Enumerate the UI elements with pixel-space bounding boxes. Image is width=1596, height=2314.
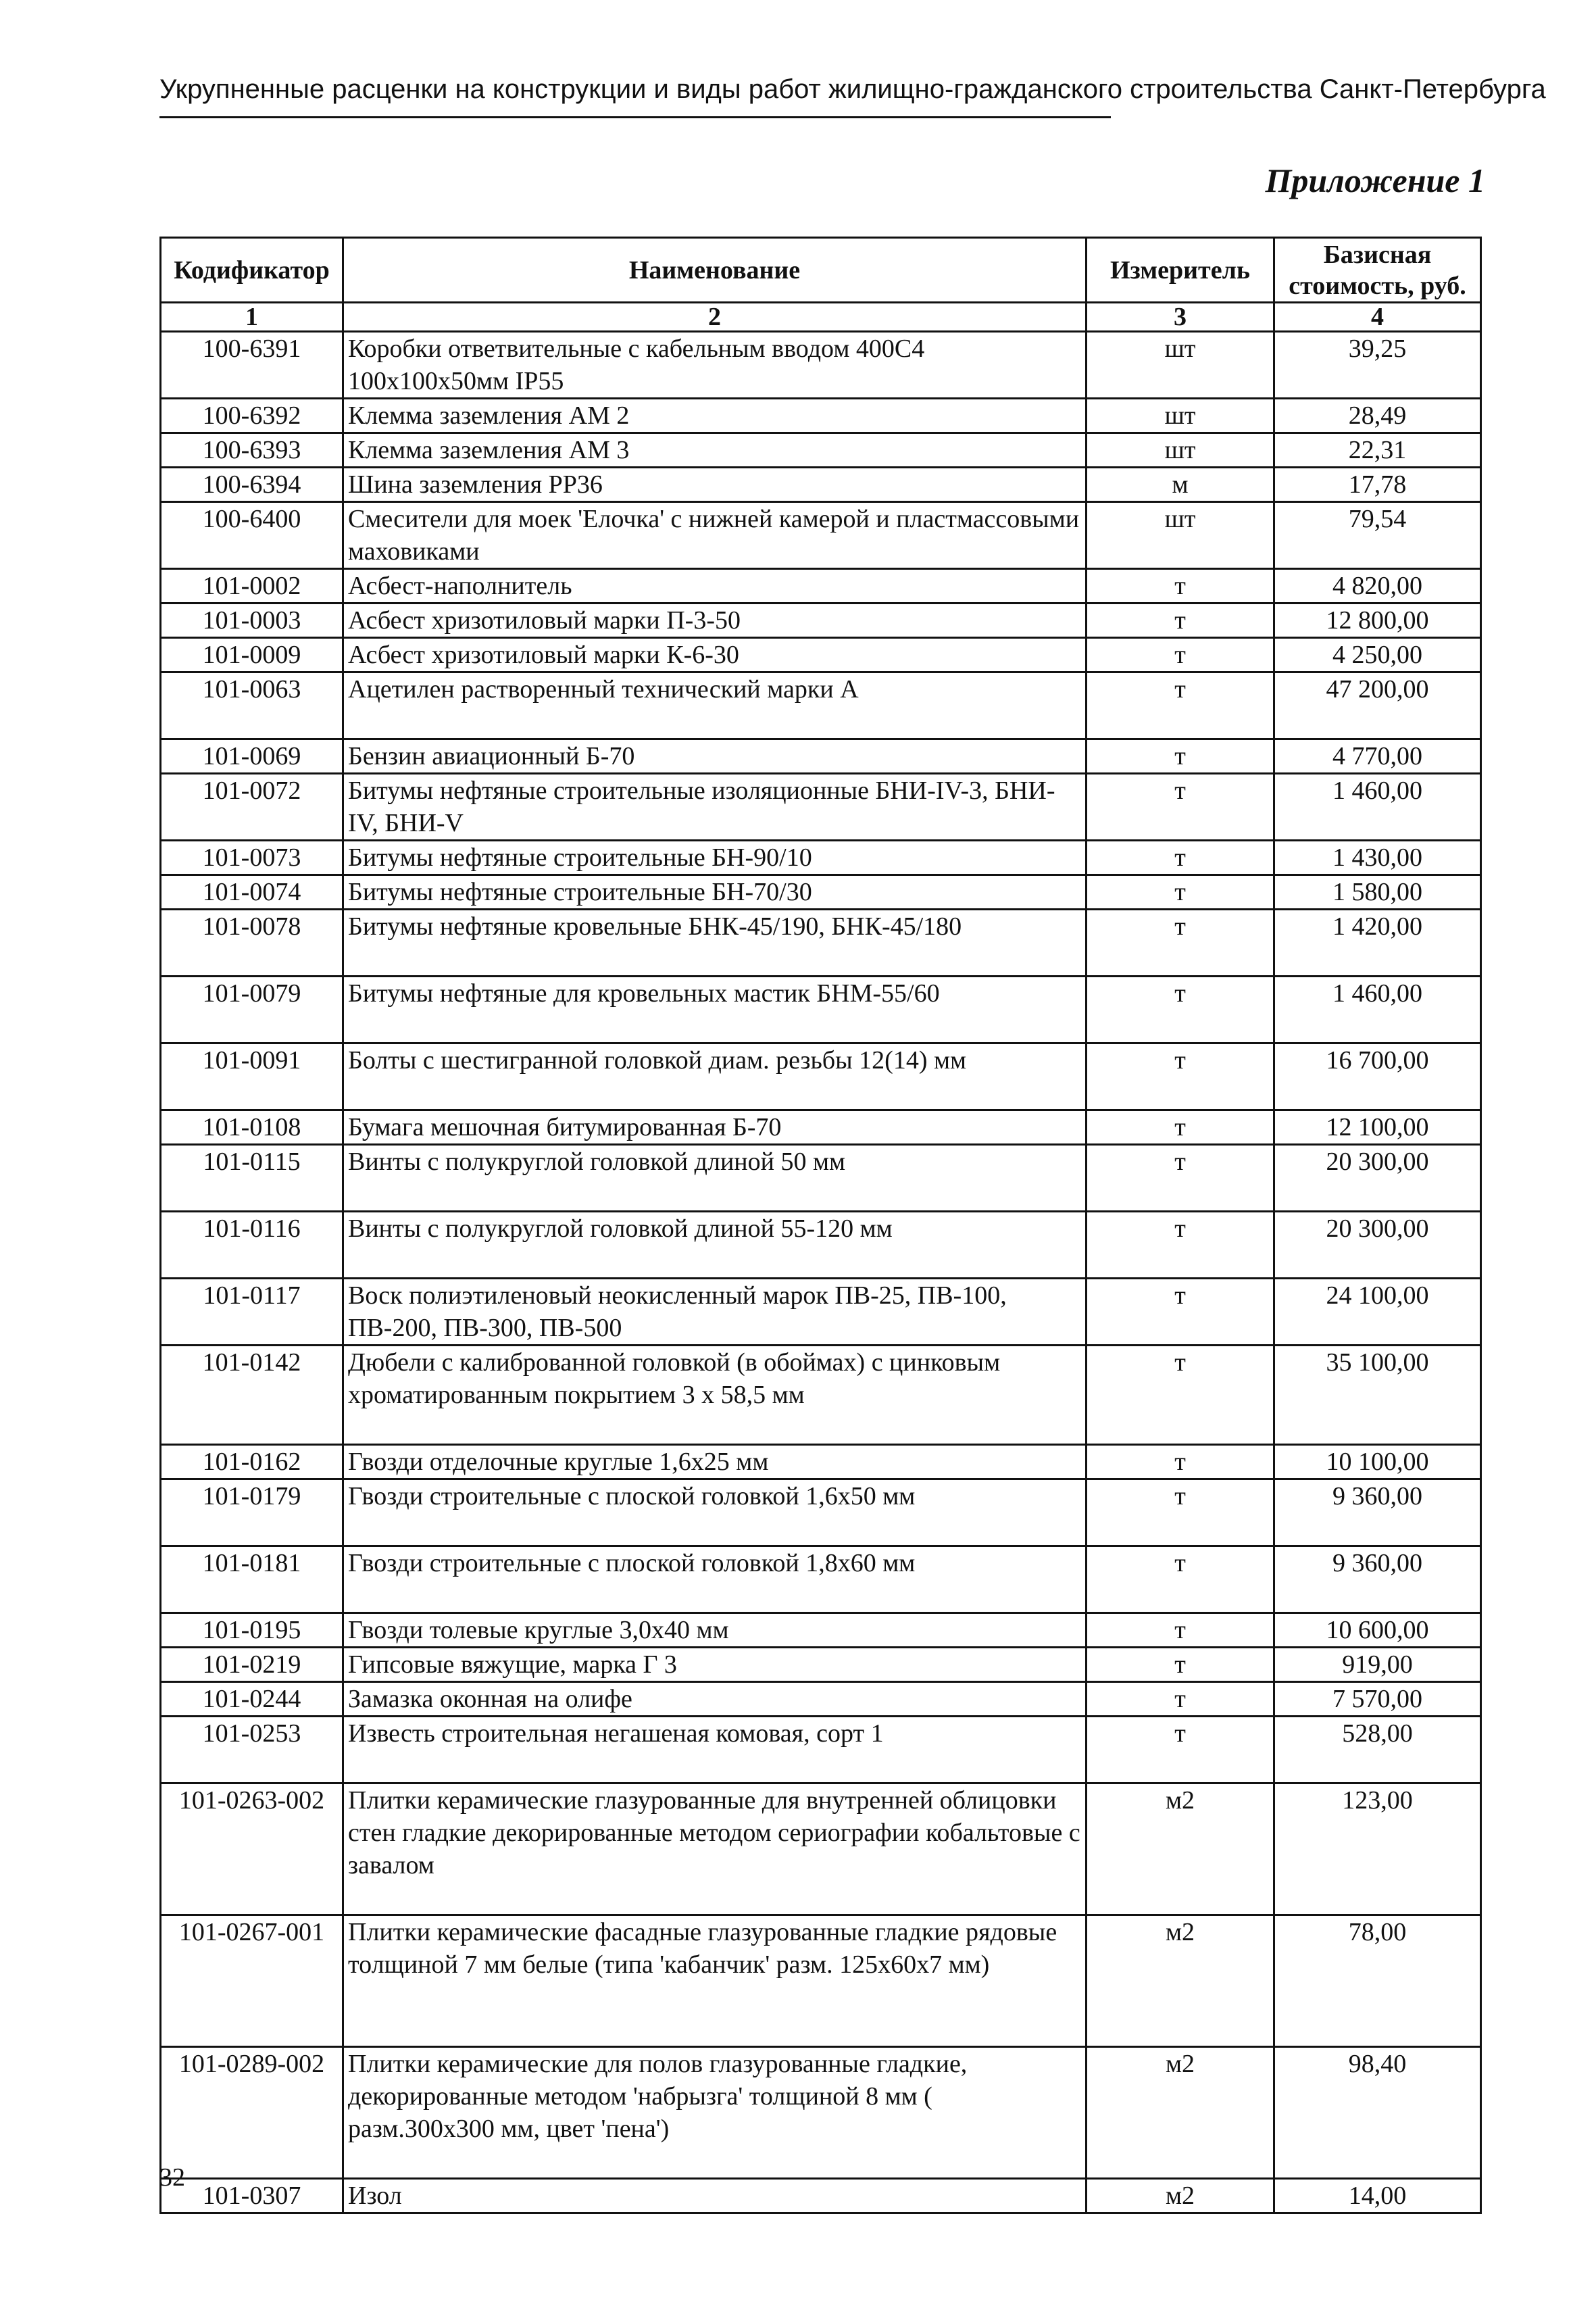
table-row	[161, 332, 1481, 399]
price-cell: 4 250,00	[1274, 638, 1481, 672]
unit-cell: шт	[1087, 502, 1274, 569]
code-cell: 101-0108	[161, 1110, 343, 1145]
unit-cell: т	[1087, 638, 1274, 672]
price-cell: 4 770,00	[1274, 739, 1481, 774]
name-cell: Плитки керамические для полов глазурованные гладкие, декорированные методом 'набрызга' толщиной 8 мм ( разм.300х300 мм, цвет 'пена')	[343, 2047, 1087, 2179]
name-cell: Битумы нефтяные для кровельных мастик БНМ-55/60	[343, 977, 1087, 1043]
table-row	[161, 1613, 1481, 1648]
table-row	[161, 468, 1481, 502]
name-cell: Дюбели с калиброванной головкой (в обоймах) с цинковым хроматированным покрытием 3 х 58,5 мм	[343, 1346, 1087, 1445]
column-header-name: Наименование	[343, 238, 1087, 303]
unit-cell: м2	[1087, 2047, 1274, 2179]
price-cell: 98,40	[1274, 2047, 1481, 2179]
price-cell: 24 100,00	[1274, 1279, 1481, 1346]
table-row	[161, 1783, 1481, 1915]
column-number-row	[161, 303, 1481, 332]
table-row	[161, 1717, 1481, 1783]
table-row	[161, 841, 1481, 875]
price-cell: 1 420,00	[1274, 910, 1481, 977]
column-header-price: Базисная стоимость, руб.	[1274, 238, 1481, 303]
name-cell: Ацетилен растворенный технический марки А	[343, 672, 1087, 739]
unit-cell: т	[1087, 875, 1274, 910]
name-cell: Клемма заземления АМ 2	[343, 399, 1087, 433]
name-cell: Битумы нефтяные кровельные БНК-45/190, БНК-45/180	[343, 910, 1087, 977]
table-row	[161, 1346, 1481, 1445]
code-cell: 101-0009	[161, 638, 343, 672]
name-cell: Асбест хризотиловый марки П-3-50	[343, 604, 1087, 638]
unit-cell: т	[1087, 977, 1274, 1043]
name-cell: Асбест-наполнитель	[343, 569, 1087, 604]
code-cell: 100-6391	[161, 332, 343, 399]
price-cell: 28,49	[1274, 399, 1481, 433]
unit-cell: т	[1087, 739, 1274, 774]
code-cell: 101-0116	[161, 1212, 343, 1279]
name-cell: Гвозди толевые круглые 3,0х40 мм	[343, 1613, 1087, 1648]
table-row	[161, 977, 1481, 1043]
price-cell: 7 570,00	[1274, 1682, 1481, 1717]
table-row	[161, 1648, 1481, 1682]
code-cell: 101-0142	[161, 1346, 343, 1445]
price-cell: 35 100,00	[1274, 1346, 1481, 1445]
price-cell: 17,78	[1274, 468, 1481, 502]
price-cell: 22,31	[1274, 433, 1481, 468]
name-cell: Битумы нефтяные строительные БН-90/10	[343, 841, 1087, 875]
price-cell: 919,00	[1274, 1648, 1481, 1682]
name-cell: Клемма заземления АМ 3	[343, 433, 1087, 468]
price-cell: 1 460,00	[1274, 977, 1481, 1043]
name-cell: Битумы нефтяные строительные изоляционные БНИ-IV-3, БНИ-IV, БНИ-V	[343, 774, 1087, 841]
price-cell: 14,00	[1274, 2179, 1481, 2213]
price-cell: 12 800,00	[1274, 604, 1481, 638]
name-cell: Бензин авиационный Б-70	[343, 739, 1087, 774]
name-cell: Изол	[343, 2179, 1087, 2213]
table-row	[161, 910, 1481, 977]
price-cell: 123,00	[1274, 1783, 1481, 1915]
name-cell: Замазка оконная на олифе	[343, 1682, 1087, 1717]
price-cell: 20 300,00	[1274, 1145, 1481, 1212]
unit-cell: м2	[1087, 1783, 1274, 1915]
code-cell: 101-0069	[161, 739, 343, 774]
unit-cell: т	[1087, 1445, 1274, 1479]
table-row	[161, 2047, 1481, 2179]
table-row	[161, 1915, 1481, 2047]
code-cell: 101-0074	[161, 875, 343, 910]
code-cell: 101-0307	[161, 2179, 343, 2213]
price-cell: 4 820,00	[1274, 569, 1481, 604]
code-cell: 101-0195	[161, 1613, 343, 1648]
unit-cell: т	[1087, 841, 1274, 875]
table-row	[161, 604, 1481, 638]
unit-cell: т	[1087, 1346, 1274, 1445]
column-number: 2	[343, 303, 1087, 332]
price-cell: 10 100,00	[1274, 1445, 1481, 1479]
name-cell: Бумага мешочная битумированная Б-70	[343, 1110, 1087, 1145]
code-cell: 101-0115	[161, 1145, 343, 1212]
code-cell: 101-0063	[161, 672, 343, 739]
code-cell: 101-0079	[161, 977, 343, 1043]
unit-cell: т	[1087, 1212, 1274, 1279]
code-cell: 101-0263-002	[161, 1783, 343, 1915]
code-cell: 101-0003	[161, 604, 343, 638]
unit-cell: т	[1087, 569, 1274, 604]
unit-cell: т	[1087, 1279, 1274, 1346]
table-row	[161, 1145, 1481, 1212]
price-cell: 47 200,00	[1274, 672, 1481, 739]
table-row	[161, 433, 1481, 468]
name-cell: Плитки керамические глазурованные для внутренней облицовки стен гладкие декорированные методом сериографии кобальтовые с завалом	[343, 1783, 1087, 1915]
name-cell: Плитки керамические фасадные глазурованные гладкие рядовые толщиной 7 мм белые (типа 'кабанчик' разм. 125х60х7 мм)	[343, 1915, 1087, 2047]
price-cell: 78,00	[1274, 1915, 1481, 2047]
name-cell: Смесители для моек 'Елочка' с нижней камерой и пластмассовыми маховиками	[343, 502, 1087, 569]
unit-cell: т	[1087, 1145, 1274, 1212]
table-row	[161, 1043, 1481, 1110]
name-cell: Битумы нефтяные строительные БН-70/30	[343, 875, 1087, 910]
unit-cell: т	[1087, 672, 1274, 739]
code-cell: 101-0289-002	[161, 2047, 343, 2179]
table-row	[161, 502, 1481, 569]
appendix-label: Приложение 1	[1265, 162, 1485, 199]
code-cell: 101-0162	[161, 1445, 343, 1479]
name-cell: Болты с шестигранной головкой диам. резьбы 12(14) мм	[343, 1043, 1087, 1110]
code-cell: 101-0219	[161, 1648, 343, 1682]
table-row	[161, 1110, 1481, 1145]
table-row	[161, 1279, 1481, 1346]
column-number: 4	[1274, 303, 1481, 332]
table-row	[161, 1212, 1481, 1279]
name-cell: Винты с полукруглой головкой длиной 55-120 мм	[343, 1212, 1087, 1279]
unit-cell: т	[1087, 910, 1274, 977]
unit-cell: т	[1087, 1043, 1274, 1110]
name-cell: Воск полиэтиленовый неокисленный марок ПВ-25, ПВ-100, ПВ-200, ПВ-300, ПВ-500	[343, 1279, 1087, 1346]
unit-cell: т	[1087, 774, 1274, 841]
table-row	[161, 739, 1481, 774]
page-number: 32	[159, 2163, 185, 2192]
code-cell: 101-0072	[161, 774, 343, 841]
unit-cell: т	[1087, 1682, 1274, 1717]
unit-cell: т	[1087, 604, 1274, 638]
price-cell: 9 360,00	[1274, 1479, 1481, 1546]
table-row	[161, 2179, 1481, 2213]
price-table	[159, 237, 1482, 2214]
code-cell: 101-0091	[161, 1043, 343, 1110]
unit-cell: т	[1087, 1479, 1274, 1546]
code-cell: 101-0073	[161, 841, 343, 875]
price-cell: 1 580,00	[1274, 875, 1481, 910]
name-cell: Гипсовые вяжущие, марка Г 3	[343, 1648, 1087, 1682]
code-cell: 100-6400	[161, 502, 343, 569]
column-header-unit: Измеритель	[1087, 238, 1274, 303]
code-cell: 100-6392	[161, 399, 343, 433]
column-number: 1	[161, 303, 343, 332]
name-cell: Шина заземления РР36	[343, 468, 1087, 502]
header-underline	[159, 116, 1111, 118]
table-row	[161, 1682, 1481, 1717]
column-header-code: Кодификатор	[161, 238, 343, 303]
price-cell: 528,00	[1274, 1717, 1481, 1783]
price-cell: 1 430,00	[1274, 841, 1481, 875]
price-cell: 39,25	[1274, 332, 1481, 399]
code-cell: 101-0267-001	[161, 1915, 343, 2047]
column-number: 3	[1087, 303, 1274, 332]
code-cell: 101-0181	[161, 1546, 343, 1613]
unit-cell: т	[1087, 1717, 1274, 1783]
table-row	[161, 1479, 1481, 1546]
name-cell: Коробки ответвительные с кабельным вводом 400С4 100х100х50мм IP55	[343, 332, 1087, 399]
unit-cell: т	[1087, 1546, 1274, 1613]
name-cell: Известь строительная негашеная комовая, сорт 1	[343, 1717, 1087, 1783]
unit-cell: шт	[1087, 399, 1274, 433]
unit-cell: м2	[1087, 2179, 1274, 2213]
unit-cell: м	[1087, 468, 1274, 502]
table-row	[161, 569, 1481, 604]
price-cell: 79,54	[1274, 502, 1481, 569]
code-cell: 101-0253	[161, 1717, 343, 1783]
table-row	[161, 1445, 1481, 1479]
price-cell: 20 300,00	[1274, 1212, 1481, 1279]
price-cell: 9 360,00	[1274, 1546, 1481, 1613]
code-cell: 100-6394	[161, 468, 343, 502]
table-row	[161, 638, 1481, 672]
table-row	[161, 774, 1481, 841]
name-cell: Асбест хризотиловый марки К-6-30	[343, 638, 1087, 672]
name-cell: Гвозди отделочные круглые 1,6х25 мм	[343, 1445, 1087, 1479]
table-row	[161, 875, 1481, 910]
unit-cell: т	[1087, 1110, 1274, 1145]
code-cell: 101-0179	[161, 1479, 343, 1546]
name-cell: Гвозди строительные с плоской головкой 1,8х60 мм	[343, 1546, 1087, 1613]
code-cell: 100-6393	[161, 433, 343, 468]
unit-cell: т	[1087, 1648, 1274, 1682]
unit-cell: шт	[1087, 433, 1274, 468]
code-cell: 101-0244	[161, 1682, 343, 1717]
unit-cell: т	[1087, 1613, 1274, 1648]
table-row	[161, 672, 1481, 739]
price-cell: 10 600,00	[1274, 1613, 1481, 1648]
price-cell: 1 460,00	[1274, 774, 1481, 841]
code-cell: 101-0078	[161, 910, 343, 977]
price-cell: 12 100,00	[1274, 1110, 1481, 1145]
code-cell: 101-0117	[161, 1279, 343, 1346]
table-row	[161, 399, 1481, 433]
name-cell: Гвозди строительные с плоской головкой 1,6х50 мм	[343, 1479, 1087, 1546]
code-cell: 101-0002	[161, 569, 343, 604]
page-header-title: Укрупненные расценки на конструкции и виды работ жилищно-гражданского строительства Санкт-Петербурга	[159, 74, 1546, 104]
name-cell: Винты с полукруглой головкой длиной 50 мм	[343, 1145, 1087, 1212]
unit-cell: шт	[1087, 332, 1274, 399]
unit-cell: м2	[1087, 1915, 1274, 2047]
price-cell: 16 700,00	[1274, 1043, 1481, 1110]
table-row	[161, 1546, 1481, 1613]
